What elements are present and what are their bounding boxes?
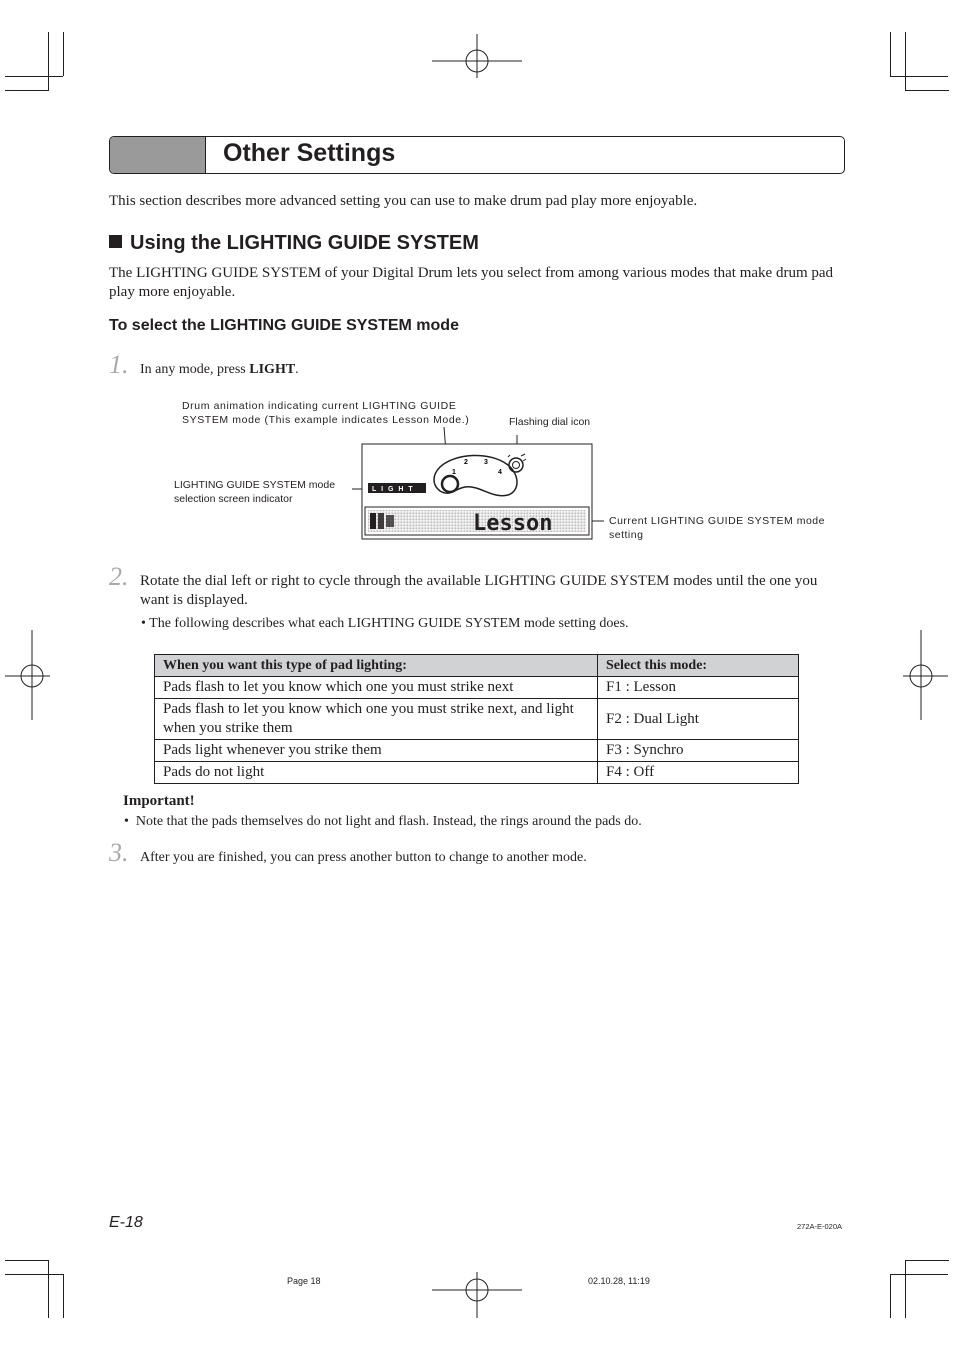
- lcd-mode-text: Lesson: [473, 511, 553, 536]
- section-heading-text: Using the LIGHTING GUIDE SYSTEM: [130, 232, 479, 254]
- bullet-icon: •: [141, 616, 146, 631]
- label-indicator: [174, 478, 335, 506]
- pad-number: 4: [498, 469, 502, 476]
- label-line: selection screen indicator: [174, 493, 293, 505]
- table-row: [155, 740, 799, 762]
- step-text: [140, 360, 299, 379]
- table-cell: Pads do not light: [155, 762, 598, 784]
- table-row: [155, 762, 799, 784]
- footer-datetime: 02.10.28, 11:19: [588, 1276, 650, 1286]
- bullet-item: [141, 614, 629, 633]
- intro-text: This section describes more advanced setting you can use to make drum pad play more enjoyable.: [109, 193, 698, 209]
- table-header-cell: When you want this type of pad lighting:: [155, 655, 598, 677]
- step-number: 1.: [109, 350, 129, 379]
- bullet-text: The following describes what each LIGHTING GUIDE SYSTEM mode setting does.: [149, 616, 629, 631]
- table-header-cell: Select this mode:: [598, 655, 799, 677]
- table-cell: F1 : Lesson: [598, 677, 799, 699]
- table-cell: Pads flash to let you know which one you must strike next: [155, 677, 598, 699]
- light-button-label: LIGHT: [249, 362, 296, 377]
- lcd-figure: [340, 425, 610, 545]
- step-text: After you are finished, you can press another button to change to another mode.: [140, 850, 587, 865]
- label-line: LIGHTING GUIDE SYSTEM mode: [174, 479, 336, 491]
- light-indicator-text: L I G H T: [372, 486, 415, 493]
- step-text-part: In any mode, press: [140, 362, 250, 377]
- square-bullet-icon: [109, 235, 122, 248]
- step-number: 2.: [109, 562, 129, 591]
- table-cell: Pads light whenever you strike them: [155, 740, 598, 762]
- label-drum-animation: [182, 399, 469, 427]
- step-number: 3.: [109, 838, 129, 867]
- subheading: To select the LIGHTING GUIDE SYSTEM mode: [109, 317, 459, 334]
- label-line: SYSTEM mode (This example indicates Lesson Mode.): [182, 414, 470, 426]
- important-note: [124, 812, 642, 831]
- footer-page: Page 18: [287, 1276, 321, 1286]
- table-header-row: [155, 655, 799, 677]
- table-cell: F4 : Off: [598, 762, 799, 784]
- pad-number: 3: [484, 459, 488, 466]
- section-heading: [109, 232, 479, 255]
- step-text: Rotate the dial left or right to cycle through the available LIGHTING GUIDE SYSTEM modes until the one you want is displayed.: [140, 573, 818, 608]
- label-line: Current LIGHTING GUIDE SYSTEM mode: [609, 515, 825, 527]
- title-bar: [109, 136, 845, 174]
- page-title: Other Settings: [223, 139, 396, 167]
- label-setting: [609, 514, 825, 542]
- pad-number: 1: [452, 469, 456, 476]
- bullet-icon: •: [124, 814, 129, 829]
- label-line: Drum animation indicating current LIGHTING GUIDE: [182, 400, 457, 412]
- dot-matrix-cells: [370, 513, 394, 529]
- table-cell: Pads flash to let you know which one you must strike next, and light when you strike them: [155, 699, 598, 740]
- table-row: [155, 699, 799, 740]
- table-cell: F3 : Synchro: [598, 740, 799, 762]
- table-cell: F2 : Dual Light: [598, 699, 799, 740]
- page-number: E-18: [109, 1214, 143, 1231]
- document-code: 272A-E-020A: [797, 1222, 843, 1231]
- label-dial: Flashing dial icon: [509, 416, 591, 428]
- step-text-part: .: [295, 362, 299, 377]
- important-text: Note that the pads themselves do not light and flash. Instead, the rings around the pads do.: [135, 814, 642, 829]
- important-heading: Important!: [123, 793, 195, 809]
- table-row: [155, 677, 799, 699]
- pad-number: 2: [464, 459, 468, 466]
- modes-table: [154, 654, 799, 784]
- label-line: setting: [609, 529, 644, 541]
- section-paragraph: The LIGHTING GUIDE SYSTEM of your Digital Drum lets you select from among various modes that make drum pad play more enjoyable.: [109, 265, 834, 300]
- title-bar-accent: [110, 137, 206, 173]
